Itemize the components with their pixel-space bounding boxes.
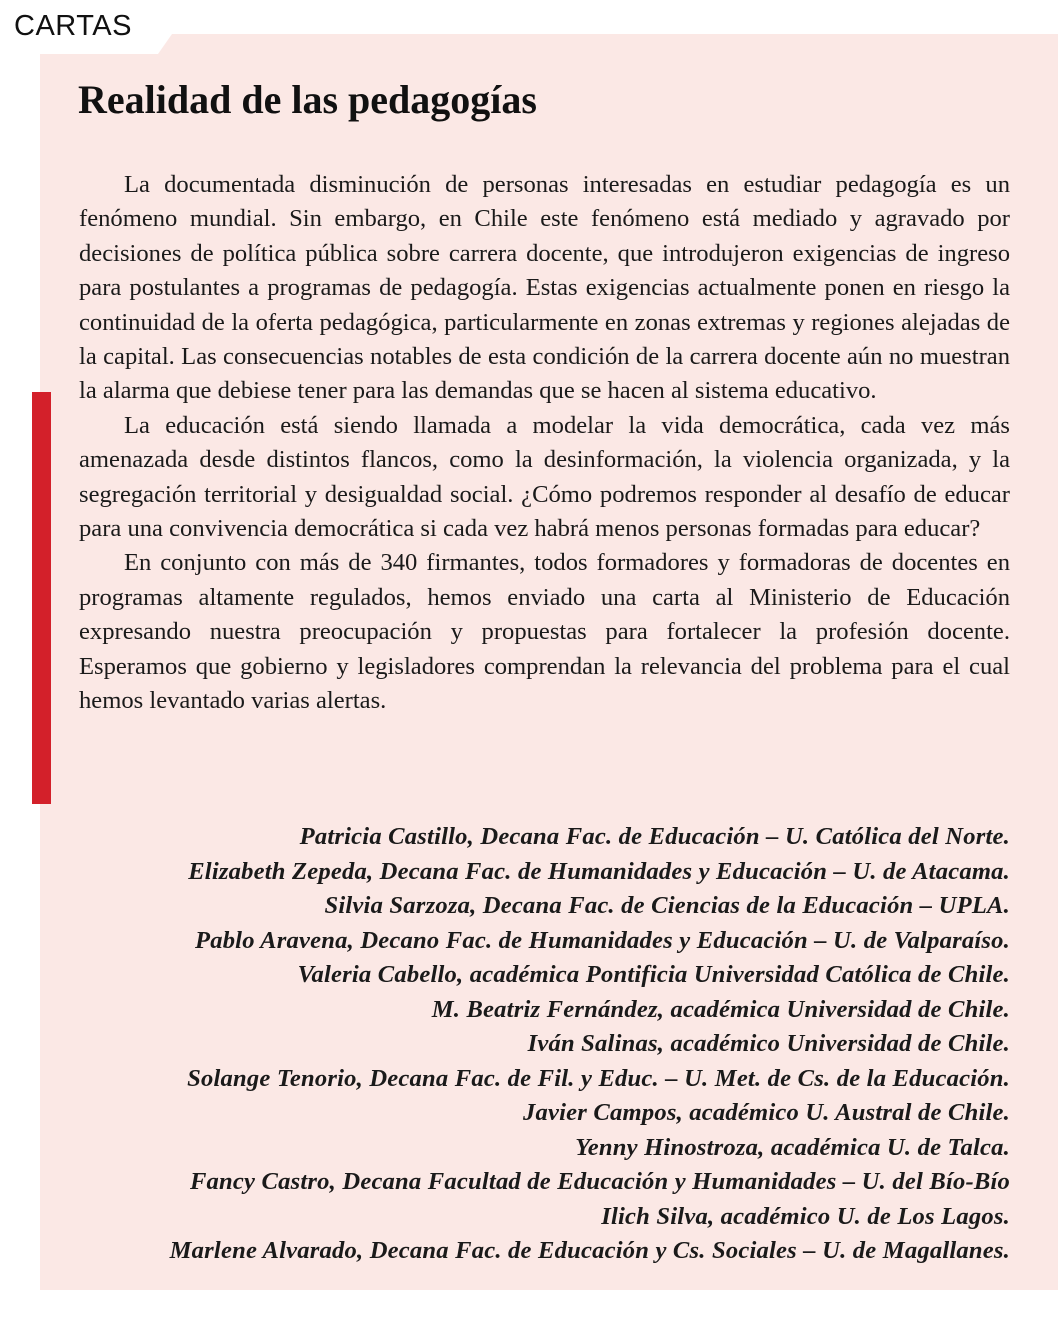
signature: Silvia Sarzoza, Decana Fac. de Ciencias de la Educación – UPLA. — [324, 892, 1010, 919]
signature: Marlene Alvarado, Decana Fac. de Educación y Cs. Sociales – U. de Magallanes. — [169, 1237, 1010, 1264]
signature: Ilich Silva, académico U. de Los Lagos. — [601, 1202, 1010, 1230]
paragraph-3: En conjunto con más de 340 firmantes, todos formadores y formadoras de docentes en programas altamente regulados, hemos enviado una carta al Ministerio de Educación expresando nuestra preocupación y propuestas para fortalecer la profesión docente. Esperamos que gobierno y legisladores comprendan la relevancia del problema para el cual hemos levantado varias alertas. — [79, 549, 1010, 715]
panel-corner-tab — [0, 0, 1058, 54]
signature: Elizabeth Zepeda, Decana Fac. de Humanidades y Educación – U. de Atacama. — [188, 857, 1010, 885]
signature: Yenny Hinostroza, académica U. de Talca. — [575, 1133, 1010, 1161]
section-label: CARTAS — [14, 10, 132, 42]
letter-headline: Realidad de las pedagogías — [78, 77, 537, 122]
signature: M. Beatriz Fernández, académica Universidad de Chile. — [431, 995, 1010, 1023]
accent-bar — [32, 392, 51, 804]
signature: Pablo Aravena, Decano Fac. de Humanidades y Educación – U. de Valparaíso. — [194, 926, 1010, 954]
signature: Patricia Castillo, Decana Fac. de Educación – U. Católica del Norte. — [299, 823, 1010, 850]
paragraph-1: La documentada disminución de personas interesadas en estudiar pedagogía es un fenómeno mundial. Sin embargo, en Chile este fenómeno está mediado y agravado por decisiones de política pública sobre carrera docente, que introdujeron exigencias de ingreso para postulantes a programas de pedagogía. Estas exigencias actualmente ponen en riesgo la continuidad de la oferta pedagógica, particularmente en zonas extremas y regiones alejadas de la capital. Las consecuencias notables de esta condición de la carrera docente aún no muestran la alarma que debiese tener para las demandas que se hacen al sistema educativo. — [79, 171, 1010, 405]
letter-body — [79, 168, 1010, 719]
signature: Solange Tenorio, Decana Fac. de Fil. y Educ. – U. Met. de Cs. de la Educación. — [187, 1064, 1010, 1092]
signature: Fancy Castro, Decana Facultad de Educación y Humanidades – U. del Bío-Bío — [189, 1168, 1010, 1195]
signature-list — [60, 820, 1010, 1269]
signature: Iván Salinas, académico Universidad de Chile. — [527, 1030, 1010, 1057]
paragraph-2: La educación está siendo llamada a modelar la vida democrática, cada vez más amenazada desde distintos flancos, como la desinformación, la violencia organizada, y la segregación territorial y desigualdad social. ¿Cómo podremos responder al desafío de educar para una convivencia democrática si cada vez habrá menos personas formadas para educar? — [79, 411, 1010, 543]
signature: Valeria Cabello, académica Pontificia Universidad Católica de Chile. — [297, 961, 1010, 988]
signature: Javier Campos, académico U. Austral de Chile. — [523, 1099, 1010, 1126]
